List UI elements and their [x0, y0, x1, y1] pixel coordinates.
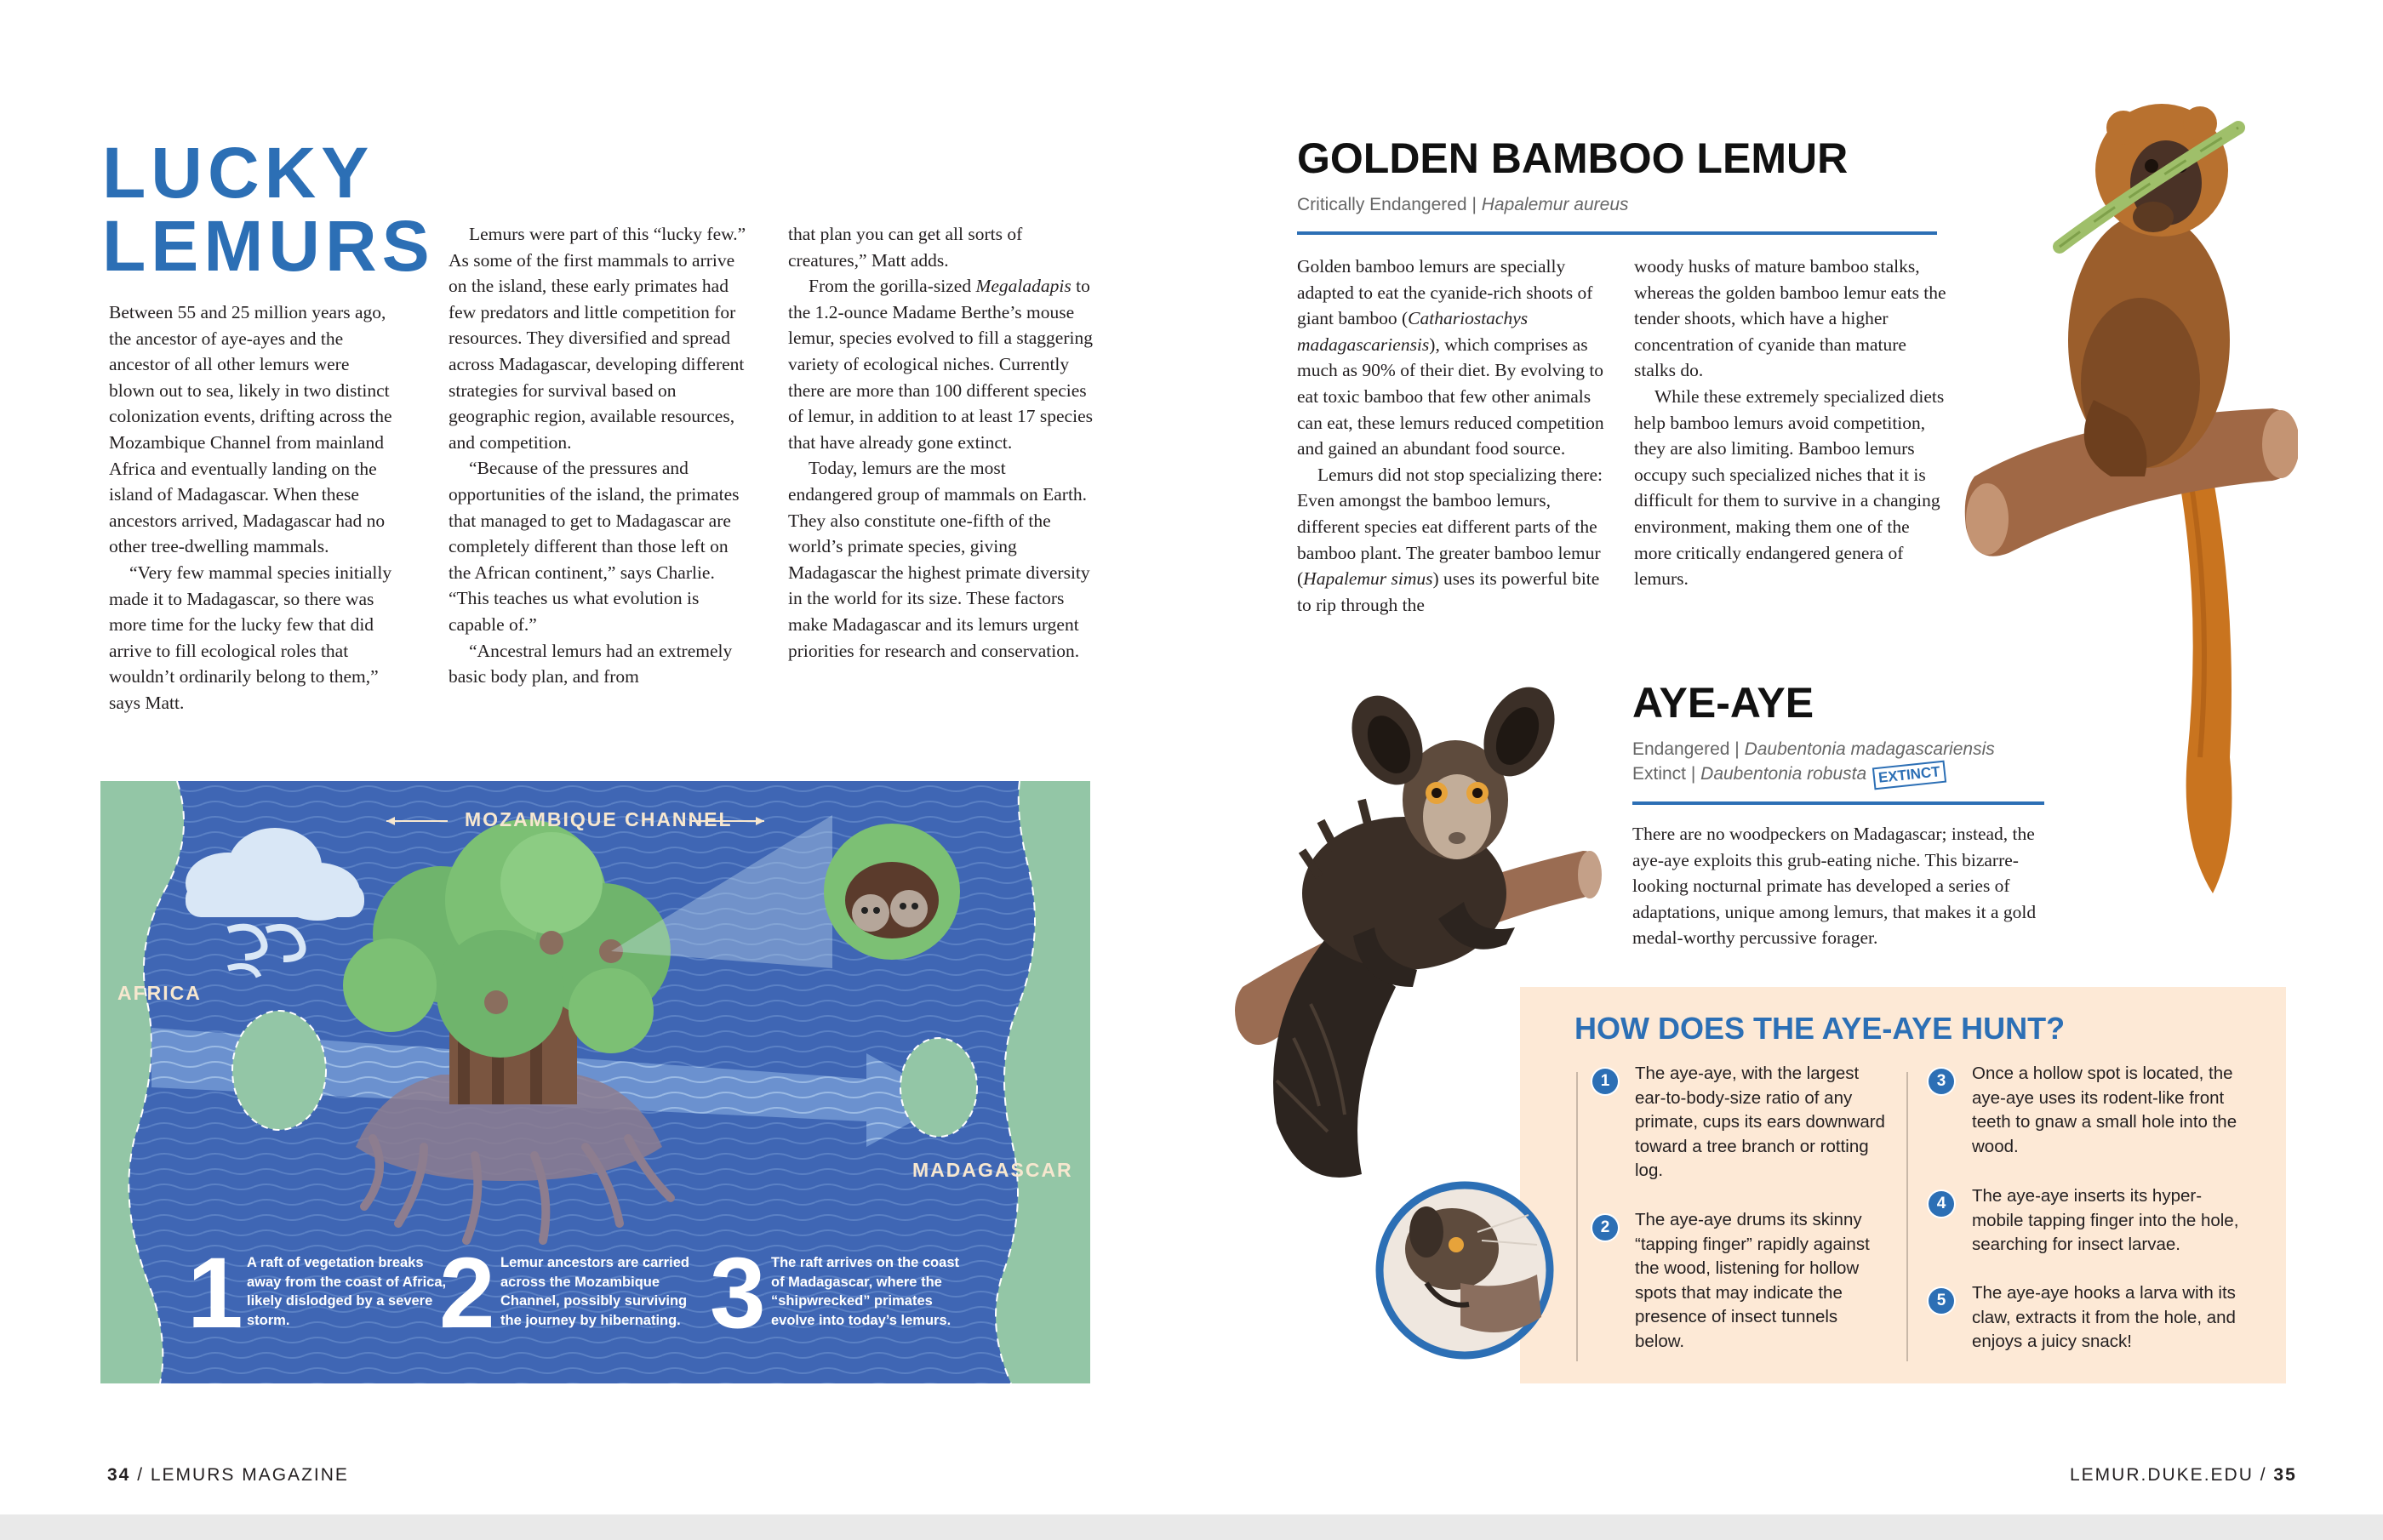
column-2	[449, 221, 748, 690]
divider	[1576, 1072, 1578, 1361]
magazine-name: LEMURS MAGAZINE	[150, 1465, 349, 1485]
step-caption: Lemur ancestors are carried across the Mozambique Channel, possibly surviving the journey by hibernating.	[500, 1255, 689, 1328]
aye-aye-hunt-box	[1520, 987, 2286, 1383]
step-number-badge: 2	[1592, 1215, 1618, 1241]
title-line-1: LUCKY	[102, 133, 374, 213]
extinct-stamp: EXTINCT	[1872, 761, 1946, 790]
paragraph: that plan you can get all sorts of creatures,” Matt adds.	[788, 224, 1023, 271]
paragraph: “Because of the pressures and opportunities of the island, the primates that managed to get to Madagascar are completely different than those left on the African continent,” says Charlie. “This teaches us what evolution is capable of.”	[449, 458, 740, 635]
paragraph: Lemurs did not stop specializing there: Even amongst the bamboo lemurs, different species eat different parts of the bamboo plant. The greater bamboo lemur (Hapalemur simus) uses its powerful bite to rip through the	[1297, 464, 1603, 615]
aye-aye-status-1: Endangered | Daubentonia madagascariensis	[1632, 739, 1995, 759]
paragraph: “Very few mammal species initially made it to Madagascar, so there was more time for the lucky few that did arrive to fill ecological roles that wouldn’t ordinarily belong to them,” says Matt.	[109, 562, 392, 713]
page-number: 35	[2273, 1465, 2297, 1485]
aye-aye-title: AYE-AYE	[1632, 679, 1814, 727]
paragraph: Golden bamboo lemurs are specially adapted to eat the cyanide-rich shoots of giant bamboo (Cathariostachys madagascariensis), which comprises as much as 90% of their diet. By evolving to eat toxic bamboo that few other animals can eat, these lemurs reduced competition and gained an abundant food source.	[1297, 256, 1604, 459]
paragraph: Lemurs were part of this “lucky few.” As some of the first mammals to arrive on the island, these early primates had few predators and little competition for resources. They diversified and spread across Madagascar, developing different strategies for survival based on geographic region, available resources, and competition.	[449, 224, 746, 453]
africa-label: AFRICA	[117, 982, 202, 1004]
title-line-2: LEMURS	[102, 206, 435, 286]
hunt-step: The aye-aye inserts its hyper-mobile tapping finger into the hole, searching for insect larvae.	[1972, 1186, 2239, 1255]
paragraph: “Ancestral lemurs had an extremely basic body plan, and from	[449, 640, 733, 687]
golden-column-1	[1297, 254, 1610, 618]
golden-bamboo-lemur-title: GOLDEN BAMBOO LEMUR	[1297, 134, 1849, 182]
hunt-step: Once a hollow spot is located, the aye-aye uses its rodent-like front teeth to gnaw a small hole into the wood.	[1972, 1064, 2237, 1156]
mozambique-channel-label: MOZAMBIQUE CHANNEL	[465, 808, 733, 830]
step-number: 1	[187, 1237, 243, 1349]
paragraph: There are no woodpeckers on Madagascar; instead, the aye-aye exploits this grub-eating niche. This bizarre-looking nocturnal primate has developed a series of adaptations, unique among lemurs, that makes it a gold medal-worthy percussive forager.	[1632, 824, 2037, 949]
hunt-step: The aye-aye, with the largest ear-to-body-size ratio of any primate, cups its ears downward toward a tree branch or rotting log.	[1635, 1064, 1885, 1181]
step-number: 3	[710, 1237, 766, 1349]
hollow-inset	[824, 824, 960, 960]
madagascar-label: MADAGASCAR	[912, 1159, 1073, 1181]
aye-aye-status-2: Extinct | Daubentonia robusta EXTINCT	[1632, 761, 1946, 786]
step-number-badge: 3	[1929, 1069, 1954, 1094]
hunt-box-title: HOW DOES THE AYE-AYE HUNT?	[1574, 1011, 2066, 1046]
golden-status: Critically Endangered | Hapalemur aureus	[1297, 195, 1629, 214]
paragraph: From the gorilla-sized Megaladapis to the 1.2-ounce Madame Berthe’s mouse lemur, species evolved to fill a staggering variety of ecological niches. Currently there are more than 100 different species of lemur, in addition to at least 17 species that have already gone extinct.	[788, 276, 1093, 453]
colonization-map	[100, 781, 1090, 1383]
paragraph: Today, lemurs are the most endangered group of mammals on Earth. They also constitute one-fifth of the world’s primate species, giving Madagascar the highest primate diversity in the world for its size. These factors make Madagascar and its lemurs urgent priorities for research and conservation.	[788, 458, 1090, 661]
divider	[1632, 801, 2044, 805]
step-number-badge: 5	[1929, 1288, 1954, 1314]
divider	[1297, 231, 1937, 235]
hunt-step: The aye-aye hooks a larva with its claw, extracts it from the hole, and enjoys a juicy snack!	[1972, 1283, 2236, 1352]
step-caption: A raft of vegetation breaks away from the coast of Africa, likely dislodged by a severe storm.	[247, 1255, 447, 1328]
paragraph: woody husks of mature bamboo stalks, whereas the golden bamboo lemur eats the tender shoots, which have a higher concentration of cyanide than mature stalks do.	[1634, 256, 1946, 381]
golden-column-2	[1634, 254, 1951, 592]
step-caption: The raft arrives on the coast of Madagascar, where the “shipwrecked” primates evolve into today’s lemurs.	[771, 1255, 959, 1328]
column-1	[109, 299, 398, 716]
divider	[1906, 1072, 1908, 1361]
aye-aye-finger-inset	[1375, 1181, 1554, 1360]
paragraph: Between 55 and 25 million years ago, the ancestor of aye-ayes and the ancestor of all other lemurs were blown out to sea, likely in two distinct colonization events, drifting across the Mozambique Channel from mainland Africa and eventually landing on the island of Madagascar. When these ancestors arrived, Madagascar had no other tree-dwelling mammals.	[109, 302, 392, 557]
aye-aye-body	[1632, 821, 2049, 951]
website-url: LEMUR.DUKE.EDU	[2070, 1465, 2254, 1485]
step-number-badge: 4	[1929, 1191, 1954, 1217]
page-number: 34	[107, 1465, 131, 1485]
step-number-badge: 1	[1592, 1069, 1618, 1094]
article-title	[102, 133, 435, 286]
hunt-step: The aye-aye drums its skinny “tapping finger” rapidly against the wood, listening for hollow spots that may indicate the presence of insect tunnels below.	[1635, 1210, 1870, 1351]
column-3	[788, 221, 1094, 664]
paragraph: While these extremely specialized diets help bamboo lemurs avoid competition, they are also limiting. Bamboo lemurs occupy such specialized niches that it is difficult for them to survive in a changing environment, making them one of the more critically endangered genera of lemurs.	[1634, 385, 1945, 590]
folio-left: 34 / LEMURS MAGAZINE	[107, 1465, 349, 1485]
folio-right: LEMUR.DUKE.EDU / 35	[2070, 1465, 2297, 1485]
step-number: 2	[439, 1237, 495, 1349]
golden-bamboo-lemur-illustration	[1957, 77, 2298, 910]
